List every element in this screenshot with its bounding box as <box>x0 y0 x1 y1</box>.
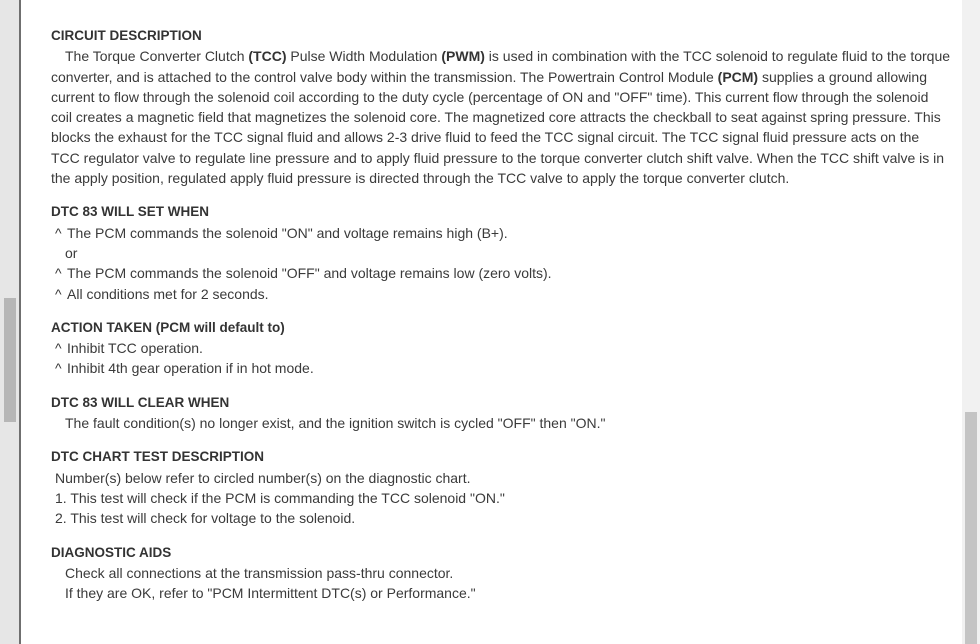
list-item: ^ Inhibit 4th gear operation if in hot mode. <box>51 358 951 378</box>
caret-bullet: ^ <box>55 340 62 357</box>
caret-bullet: ^ <box>55 285 62 302</box>
document-content <box>51 26 951 617</box>
section-diagnostic-aids <box>51 543 951 604</box>
circuit-description-text: The Torque Converter Clutch (TCC) Pulse Width Modulation (PWM) is used in combination with the TCC solenoid to regulate fluid to the torque converter, and is attached to the control valve body within the transmission. The Powertrain Control Module (PCM) supplies a ground allowing current to flow through the solenoid coil according to the duty cycle (percentage of ON and "OFF" time). This current flow through the solenoid coil creates a magnetic field that magnetizes the solenoid core. The magnetized core attracts the checkball to seat against spring pressure. This blocks the exhaust for the TCC signal fluid and allows 2-3 drive fluid to feed the TCC signal circuit. The TCC signal fluid pressure acts on the TCC regulator valve to regulate line pressure and to apply fluid pressure to the torque converter clutch shift valve. When the TCC shift valve is in the apply position, regulated apply fluid pressure is directed through the TCC valve to apply the torque converter clutch. <box>51 48 951 187</box>
list-item: 2. This test will check for voltage to the solenoid. <box>55 510 356 527</box>
document-page <box>19 0 962 644</box>
list-item: ^ The PCM commands the solenoid "ON" and voltage remains high (B+). <box>51 223 951 243</box>
outer-scrollbar-track[interactable] <box>0 0 19 644</box>
section-circuit-description <box>51 26 951 188</box>
list-item: ^ Inhibit TCC operation. <box>51 338 951 358</box>
heading-chart-test: DTC CHART TEST DESCRIPTION <box>51 449 265 465</box>
chart-test-intro: Number(s) below refer to circled number(s) on the diagnostic chart. <box>55 469 471 486</box>
dtc-clear-text: The fault condition(s) no longer exist, and the ignition switch is cycled "OFF" then "ON." <box>65 415 606 432</box>
caret-bullet: ^ <box>55 265 62 282</box>
outer-scrollbar-thumb[interactable] <box>4 298 16 422</box>
list-item: 1. This test will check if the PCM is commanding the TCC solenoid "ON." <box>55 489 505 506</box>
list-item: ^ The PCM commands the solenoid "OFF" and voltage remains low (zero volts). <box>51 263 951 283</box>
heading-diagnostic-aids: DIAGNOSTIC AIDS <box>51 544 172 560</box>
or-text: or <box>65 244 78 261</box>
list-item: ^ All conditions met for 2 seconds. <box>51 284 951 304</box>
diagnostic-aids-line: Check all connections at the transmission pass-thru connector. <box>65 564 454 581</box>
section-action-taken <box>51 318 951 379</box>
heading-dtc-set: DTC 83 WILL SET WHEN <box>51 204 210 220</box>
heading-action-taken: ACTION TAKEN (PCM will default to) <box>51 319 285 335</box>
diagnostic-aids-line: If they are OK, refer to "PCM Intermittent DTC(s) or Performance." <box>65 585 476 602</box>
heading-circuit-description: CIRCUIT DESCRIPTION <box>51 28 202 43</box>
section-dtc-clear <box>51 393 951 434</box>
heading-dtc-clear: DTC 83 WILL CLEAR WHEN <box>51 394 230 410</box>
section-dtc-set <box>51 202 951 303</box>
caret-bullet: ^ <box>55 224 62 241</box>
caret-bullet: ^ <box>55 360 62 377</box>
document-scrollbar-thumb[interactable] <box>965 412 977 644</box>
section-chart-test <box>51 447 951 528</box>
